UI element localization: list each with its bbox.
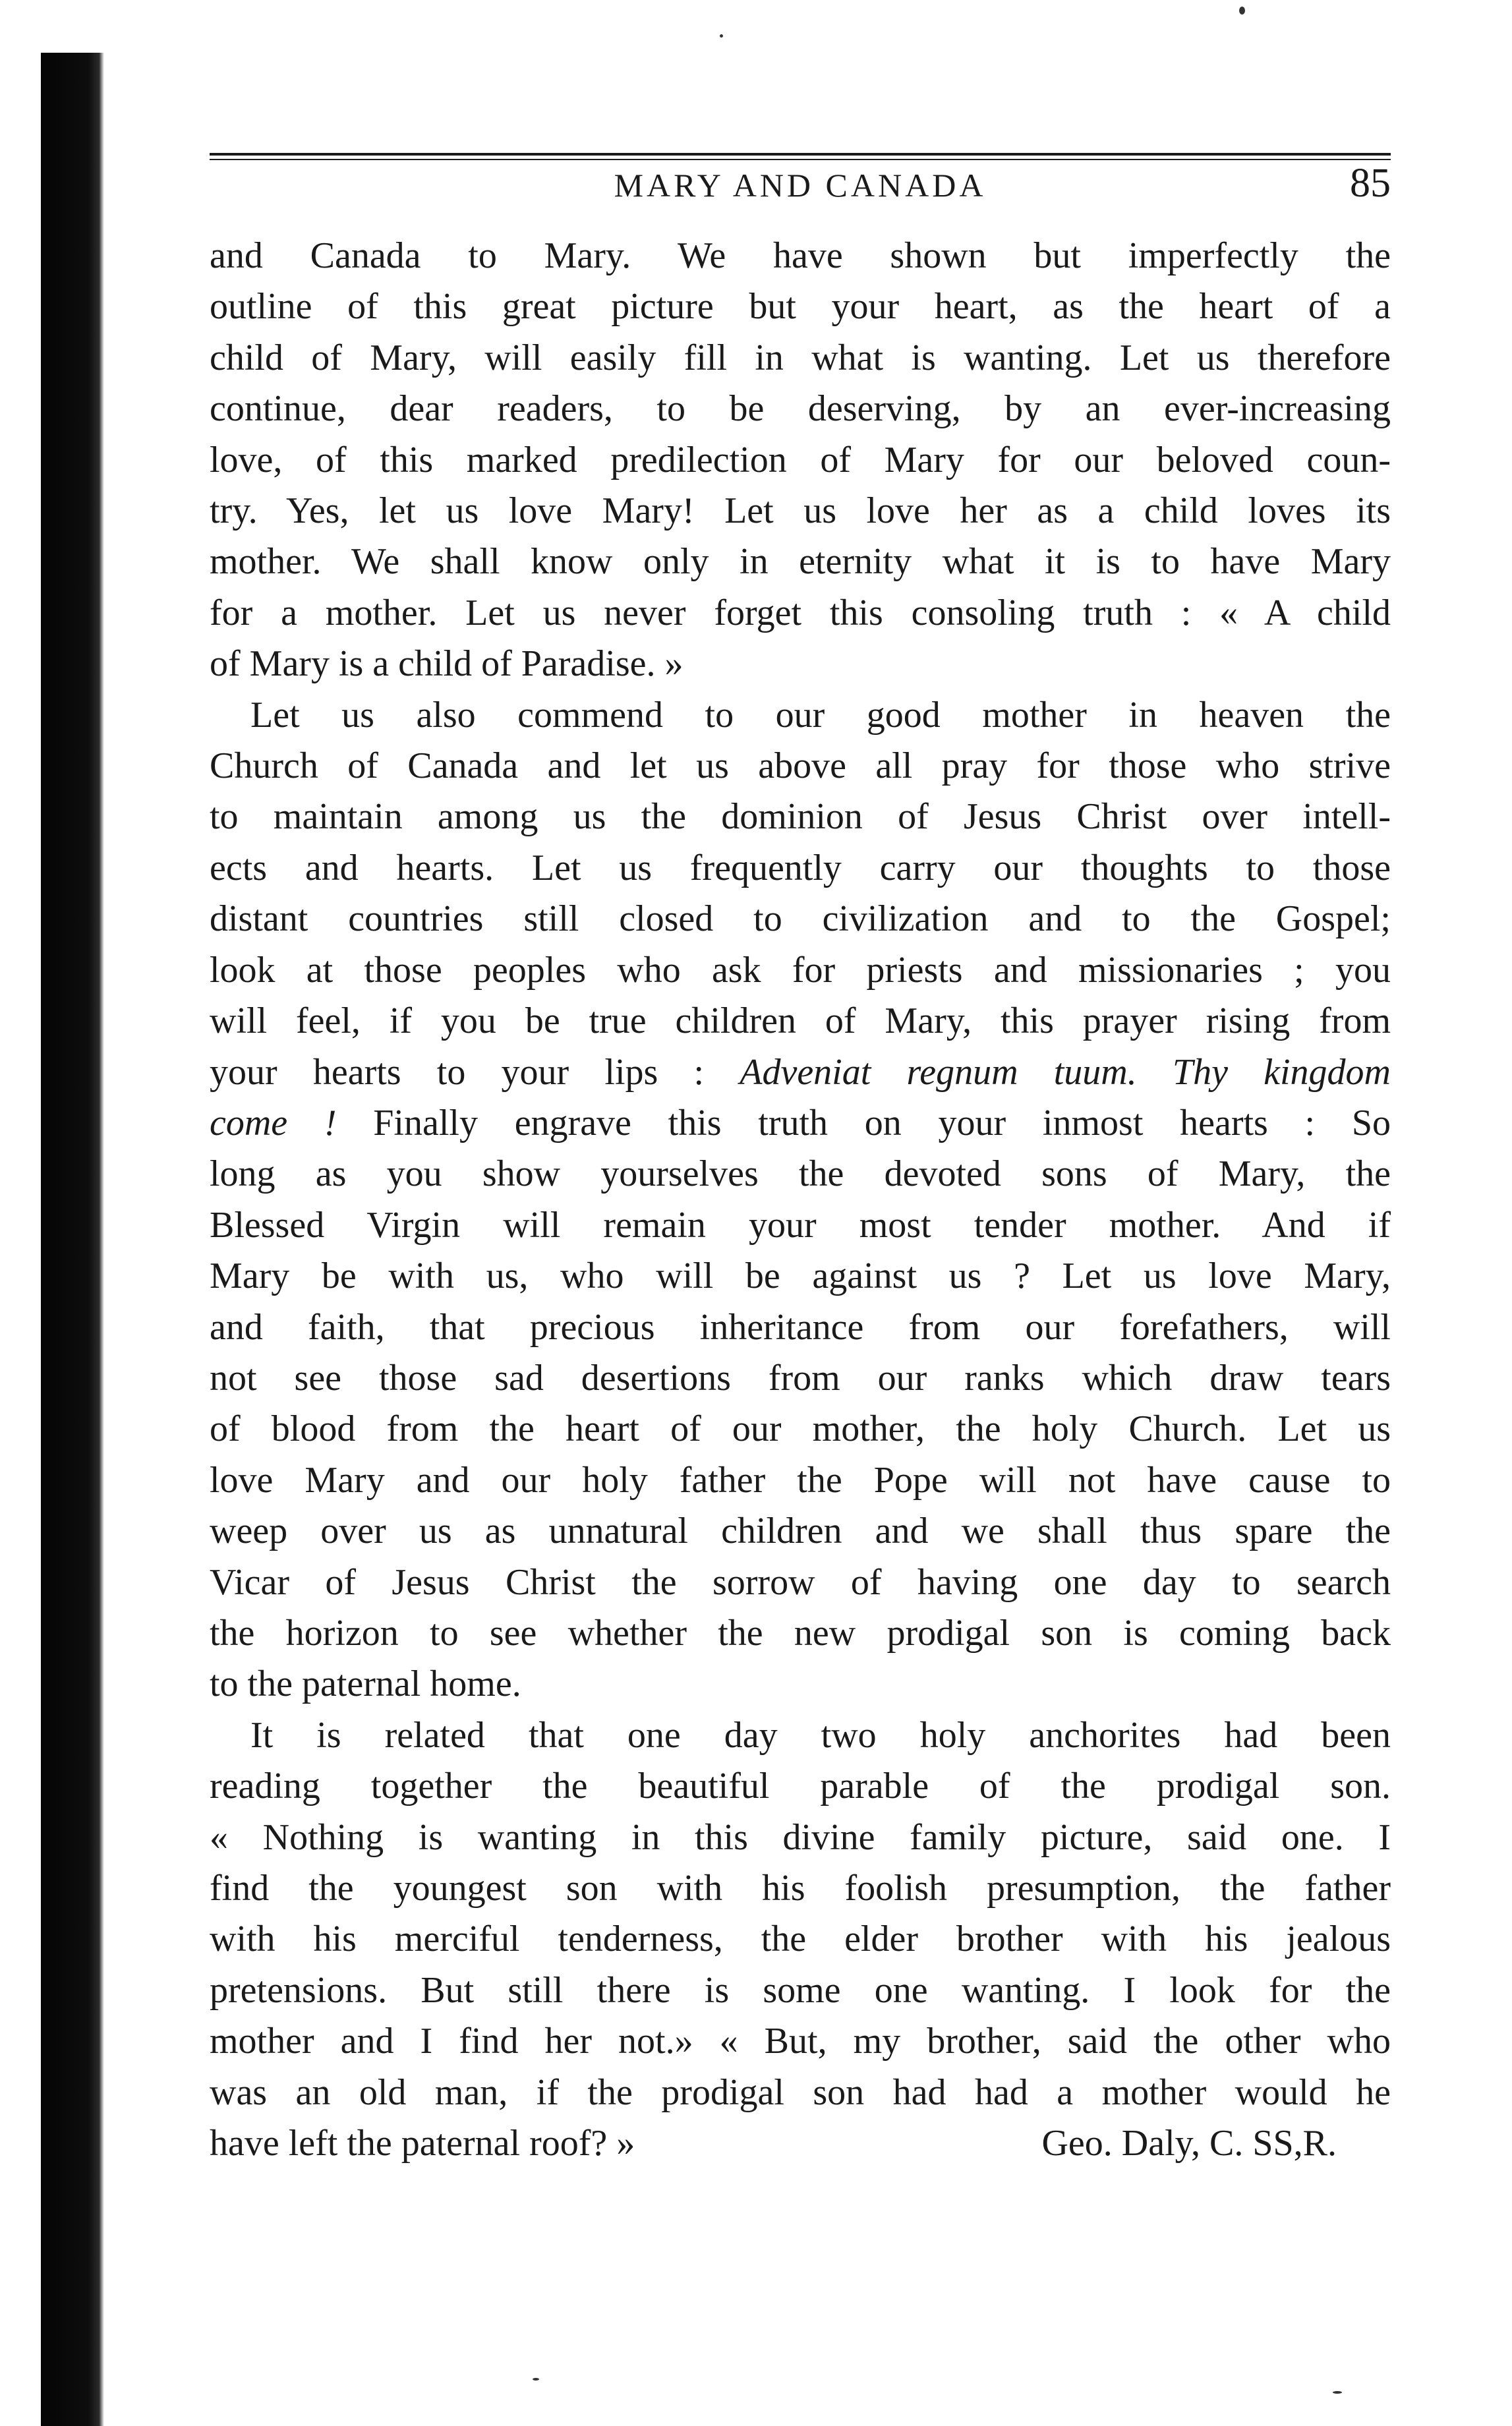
text-line: Let us also commend to our good mother in heaven the [250,694,1391,736]
italic-run: come ! [210,1102,337,1143]
text-line: and Canada to Mary. We have shown but imperfectly the [210,235,1391,276]
text-line: pretensions. But still there is some one wanting. I look for the [210,1969,1391,2011]
running-head-title: MARY AND CANADA [614,167,987,204]
text-line: mother and I find her not.» « But, my brother, said the other who [210,2021,1391,2062]
scan-speck [720,34,723,38]
text-line: Mary be with us, who will be against us ? Let us love Mary, [210,1256,1391,1297]
text-line: find the youngest son with his foolish presumption, the father [210,1868,1391,1909]
text-line: distant countries still closed to civilization and to the Gospel; [210,898,1391,940]
author-signature: Geo. Daly, C. SS,R. [1041,2123,1337,2164]
latin-quote-italic: Adveniat regnum tuum. Thy kingdom [740,1051,1391,1093]
text-line: Vicar of Jesus Christ the sorrow of having one day to search [210,1561,1391,1603]
text-line: long as you show yourselves the devoted sons of Mary, the [210,1153,1391,1195]
text-line: Church of Canada and let us above all pray for those who strive [210,745,1391,787]
text-line: for a mother. Let us never forget this consoling truth : « A child [210,592,1391,633]
closing-text: have left the paternal roof? » [210,2123,635,2164]
text-line: mother. We shall know only in eternity what it is to have Mary [210,541,1391,583]
text-line: love Mary and our holy father the Pope will not have cause to [210,1459,1391,1501]
text-line: continue, dear readers, to be deserving, by an ever-increasing [210,388,1391,430]
text-line: It is related that one day two holy anchorites had been [250,1714,1391,1756]
text-line: reading together the beautiful parable of the prodigal son. [210,1766,1391,1807]
text-line-mixed [210,1047,1391,1098]
scan-speck [1239,7,1245,14]
text-line: of Mary is a child of Paradise. » [210,643,683,685]
text-line: of blood from the heart of our mother, the holy Church. Let us [210,1408,1391,1450]
binding-specks [41,53,104,2426]
text-line: and faith, that precious inheritance from our forefathers, will [210,1306,1391,1348]
text-run: Finally engrave this truth on your inmost hearts : So [336,1102,1391,1143]
text-line: Blessed Virgin will remain your most tender mother. And if [210,1204,1391,1246]
text-line: love, of this marked predilection of Mary for our beloved coun- [210,439,1391,480]
text-line: to maintain among us the dominion of Jesus Christ over intell- [210,796,1391,838]
text-line: not see those sad desertions from our ranks which draw tears [210,1357,1391,1399]
body-text [210,231,1391,2169]
text-line: « Nothing is wanting in this divine family picture, said one. I [210,1816,1391,1858]
text-run: your hearts to your lips : [210,1051,740,1093]
page-number: 85 [1350,161,1391,206]
text-line: to the paternal home. [210,1663,521,1705]
paragraph-3 [210,1710,1391,2170]
text-line: child of Mary, will easily fill in what is wanting. Let us therefore [210,337,1391,378]
text-line: weep over us as unnatural children and we shall thus spare the [210,1511,1391,1552]
paragraph-1 [210,231,1391,690]
text-line-mixed [210,1098,1391,1149]
text-line: ects and hearts. Let us frequently carry our thoughts to those [210,847,1391,888]
header-rule [210,153,1391,156]
text-line: the horizon to see whether the new prodigal son is coming back [210,1612,1391,1654]
text-line: try. Yes, let us love Mary! Let us love her as a child loves its [210,490,1391,532]
header-rule-thin [210,159,1391,160]
closing-line [210,2118,1391,2169]
scan-speck [1333,2391,1342,2394]
text-line: outline of this great picture but your heart, as the heart of a [210,286,1391,328]
text-line: was an old man, if the prodigal son had had a mother would he [210,2071,1391,2113]
paragraph-2 [210,690,1391,1710]
text-line: with his merciful tenderness, the elder brother with his jealous [210,1919,1391,1960]
text-line: will feel, if you be true children of Mary, this prayer rising from [210,1000,1391,1042]
text-line: look at those peoples who ask for priests and missionaries ; you [210,949,1391,991]
scan-speck [533,2378,539,2381]
